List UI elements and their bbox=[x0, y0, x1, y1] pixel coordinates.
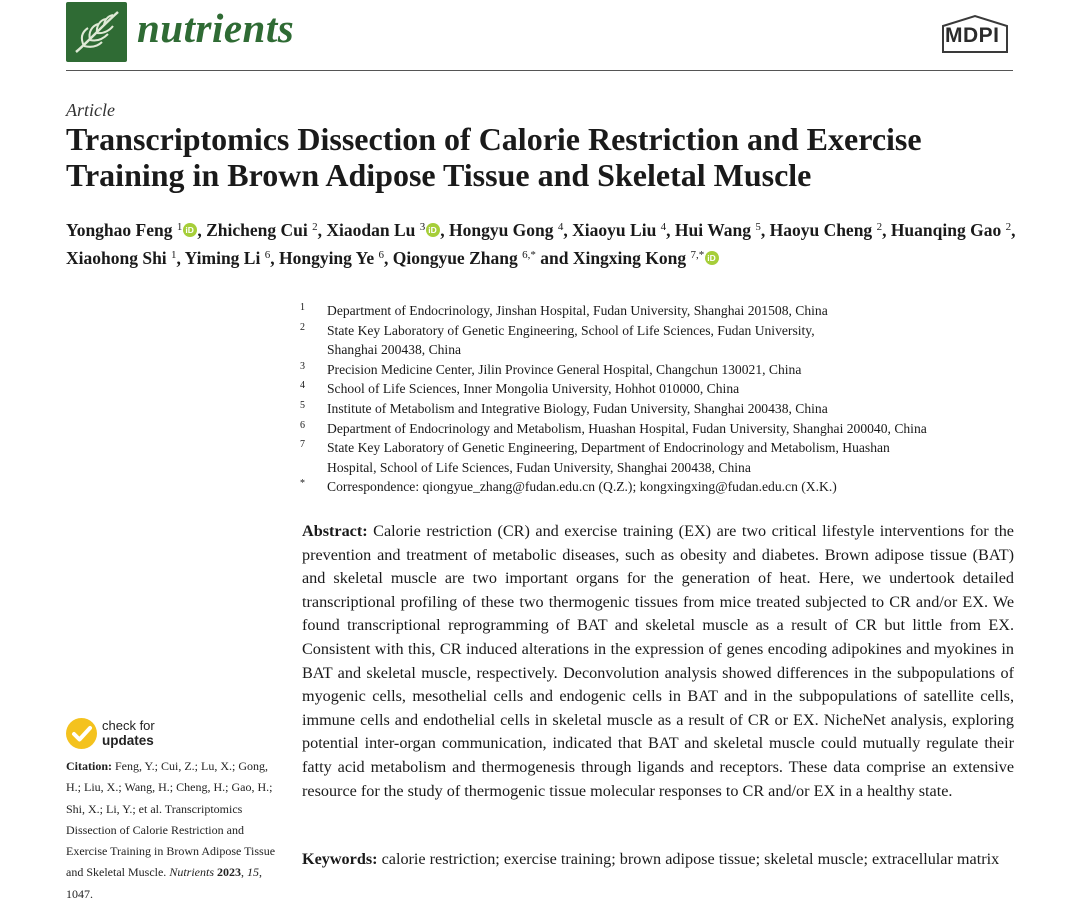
author-name[interactable]: Zhicheng Cui bbox=[206, 220, 308, 240]
author-entry bbox=[66, 248, 185, 268]
author-affiliation-number: 5 bbox=[755, 221, 761, 233]
affiliation-item bbox=[300, 399, 1030, 419]
affiliation-item bbox=[300, 379, 1030, 399]
affiliation-item bbox=[300, 301, 1030, 321]
keywords-label: Keywords: bbox=[302, 850, 378, 868]
affiliations-list bbox=[300, 301, 1030, 497]
author-name[interactable]: Hui Wang bbox=[674, 220, 751, 240]
fern-leaf-icon bbox=[66, 2, 127, 62]
citation-label: Citation: bbox=[66, 759, 112, 773]
author-entry bbox=[326, 220, 449, 240]
author-separator: , bbox=[760, 220, 770, 240]
author-entry bbox=[891, 220, 1016, 240]
citation-journal: Nutrients bbox=[169, 865, 214, 880]
affiliation-number: * bbox=[300, 478, 305, 490]
abstract-label: Abstract: bbox=[302, 522, 368, 540]
author-separator: , bbox=[176, 248, 185, 268]
author-separator: , bbox=[197, 220, 207, 240]
author-separator: , bbox=[270, 248, 279, 268]
author-affiliation-number: 4 bbox=[557, 221, 564, 233]
affiliation-line: Department of Endocrinology, Jinshan Hospital, Fudan University, Shanghai 201508, China bbox=[327, 303, 828, 318]
author-name[interactable]: Hongyu Gong bbox=[448, 220, 554, 240]
author-entry bbox=[572, 220, 675, 240]
affiliation-number: 5 bbox=[300, 399, 305, 411]
citation-block: Citation: Feng, Y.; Cui, Z.; Lu, X.; Gong, H.; Liu, X.; Wang, H.; Cheng, H.; Gao, H.; Shi, X.; Li, Y.; et al. Transcriptomics Dissection of Calorie Restriction and Exercise Training in Brown Adipose Tissue and Skeletal Muscle. Nutrients 2023, 15, 1047. bbox=[66, 759, 276, 901]
article-title: Transcriptomics Dissection of Calorie Restriction and Exercise Training in Brown Adipose Tissue and Skeletal Muscle bbox=[66, 121, 922, 193]
author-entry bbox=[185, 248, 279, 268]
orcid-icon[interactable] bbox=[183, 223, 197, 237]
author-affiliation-number: 6,* bbox=[522, 249, 536, 261]
affiliation-line: Correspondence: qiongyue_zhang@fudan.edu.cn (Q.Z.); kongxingxing@fudan.edu.cn (X.K.) bbox=[327, 479, 837, 495]
abstract-text: Calorie restriction (CR) and exercise training (EX) are two critical lifestyle interventions for the prevention and treatment of metabolic diseases, such as obesity and diabetes. Brown adipose tissue (BAT) and skeletal muscle are two important organs for the generation of heat. Here, we undertook detailed transcriptional profiling of these two thermogenic tissues from mice treated subjected to CR and/or EX. We found transcriptional reprogramming of BAT and skeletal muscle as a result of CR but little from EX. Consistent with this, CR induced alterations in the expression of genes encoding adipokines and myokines in BAT and skeletal muscle, respectively. Deconvolution analysis showed differences in the subpopulations of myogenic cells, mesothelial cells and endogenic cells in BAT and in the subpopulations of satellite cells, immune cells and endothelial cells in skeletal muscle as a result of CR or EX. NicheNet analysis, exploring potential inter-organ communication, indicated that BAT and skeletal muscle could mutually regulate their fatty acid metabolism and thermogenesis through ligands and receptors. These data comprise an extensive resource for the study of thermogenic tissue molecular responses to CR and/or EX in a healthy state. bbox=[302, 522, 1014, 800]
author-name[interactable]: Xingxing Kong bbox=[572, 248, 687, 268]
header-rule bbox=[66, 70, 1013, 71]
author-name[interactable]: Xiaohong Shi bbox=[66, 248, 167, 268]
author-entry bbox=[279, 248, 393, 268]
author-affiliation-number: 3 bbox=[419, 221, 426, 233]
author-separator: , bbox=[440, 220, 449, 240]
affiliation-line: Institute of Metabolism and Integrative Biology, Fudan University, Shanghai 200438, China bbox=[327, 400, 828, 416]
author-name[interactable]: Xiaodan Lu bbox=[326, 220, 416, 240]
author-entry bbox=[449, 220, 572, 240]
affiliation-line: Hospital, School of Life Sciences, Fudan University, Shanghai 200438, China bbox=[327, 459, 751, 475]
affiliation-number: 4 bbox=[300, 380, 305, 392]
affiliation-line: Department of Endocrinology and Metabolism, Huashan Hospital, Fudan University, Shanghai 200040, China bbox=[327, 420, 927, 436]
author-affiliation-number: 1 bbox=[171, 249, 177, 261]
affiliation-item bbox=[300, 360, 1030, 380]
author-entry bbox=[66, 220, 206, 240]
author-affiliation-number: 2 bbox=[876, 221, 883, 233]
orcid-icon[interactable] bbox=[426, 223, 440, 237]
article-type: Article bbox=[66, 100, 115, 120]
affiliation-number: 1 bbox=[300, 302, 305, 313]
author-affiliation-number: 6 bbox=[378, 249, 384, 261]
author-entry bbox=[770, 220, 891, 240]
author-list bbox=[66, 215, 1026, 271]
affiliation-item bbox=[300, 438, 1030, 477]
author-affiliation-number: 7,* bbox=[690, 249, 705, 261]
author-entry bbox=[206, 220, 326, 240]
author-name[interactable]: Huanqing Gao bbox=[890, 220, 1002, 240]
affiliation-item bbox=[300, 321, 1030, 360]
affiliation-line: State Key Laboratory of Genetic Engineering, School of Life Sciences, Fudan University, bbox=[327, 322, 815, 338]
author-affiliation-number: 1 bbox=[176, 221, 183, 233]
author-name[interactable]: Yiming Li bbox=[184, 248, 261, 268]
affiliation-item bbox=[300, 419, 1030, 439]
keywords bbox=[302, 848, 1014, 872]
check-for-label[interactable]: check for bbox=[102, 718, 155, 733]
author-separator: , bbox=[1011, 220, 1016, 240]
updates-label[interactable]: updates bbox=[102, 733, 154, 748]
author-separator: , bbox=[383, 248, 393, 268]
orcid-icon[interactable] bbox=[705, 251, 719, 265]
author-name[interactable]: Xiaoyu Liu bbox=[572, 220, 657, 240]
affiliation-line: State Key Laboratory of Genetic Engineering, Department of Endocrinology and Metabolism, Huashan bbox=[327, 440, 890, 456]
checkmark-icon bbox=[66, 718, 97, 749]
author-affiliation-number: 6 bbox=[264, 249, 271, 261]
author-name[interactable]: Qiongyue Zhang bbox=[392, 248, 518, 268]
citation-text: Feng, Y.; Cui, Z.; Lu, X.; Gong, H.; Liu, X.; Wang, H.; Cheng, H.; Gao, H.; Shi, X.; Li, Y.; et al. Transcriptomics Dissection of Calorie Restriction and Exercise Training in Brown Adipose Tissue and Skeletal Muscle. bbox=[66, 759, 276, 880]
affiliation-number: 2 bbox=[300, 321, 305, 333]
journal-logo bbox=[66, 2, 127, 62]
author-name[interactable]: Haoyu Cheng bbox=[769, 220, 873, 240]
citation-volume: 15 bbox=[246, 865, 259, 880]
author-affiliation-number: 2 bbox=[1005, 221, 1012, 233]
author-separator: , bbox=[563, 220, 573, 240]
author-affiliation-number: 2 bbox=[312, 221, 318, 233]
author-entry bbox=[573, 248, 719, 268]
author-entry bbox=[675, 220, 770, 240]
affiliation-line: Precision Medicine Center, Jilin Province General Hospital, Changchun 130021, China bbox=[327, 361, 802, 377]
author-affiliation-number: 4 bbox=[660, 221, 667, 233]
author-separator: , bbox=[666, 220, 675, 240]
affiliation-line: School of Life Sciences, Inner Mongolia University, Hohhot 010000, China bbox=[327, 381, 740, 397]
author-separator: , bbox=[317, 220, 327, 240]
citation-pages: 1047. bbox=[66, 886, 93, 901]
affiliation-number: 7 bbox=[300, 439, 305, 451]
journal-name: nutrients bbox=[137, 5, 295, 51]
affiliation-number: 3 bbox=[300, 360, 305, 372]
author-separator: , bbox=[882, 220, 891, 240]
publisher-logo-text: MDPI bbox=[945, 24, 1000, 47]
author-separator: and bbox=[535, 248, 573, 268]
author-name[interactable]: Yonghao Feng bbox=[66, 220, 173, 240]
citation-year: 2023 bbox=[216, 865, 241, 880]
affiliation-item bbox=[300, 477, 1030, 497]
keywords-text: calorie restriction; exercise training; brown adipose tissue; skeletal muscle; extracellular matrix bbox=[377, 850, 1000, 868]
affiliation-number: 6 bbox=[300, 419, 305, 431]
affiliation-line: Shanghai 200438, China bbox=[327, 342, 462, 358]
abstract bbox=[302, 520, 1014, 803]
author-name[interactable]: Hongying Ye bbox=[278, 248, 375, 268]
author-entry bbox=[393, 248, 573, 268]
